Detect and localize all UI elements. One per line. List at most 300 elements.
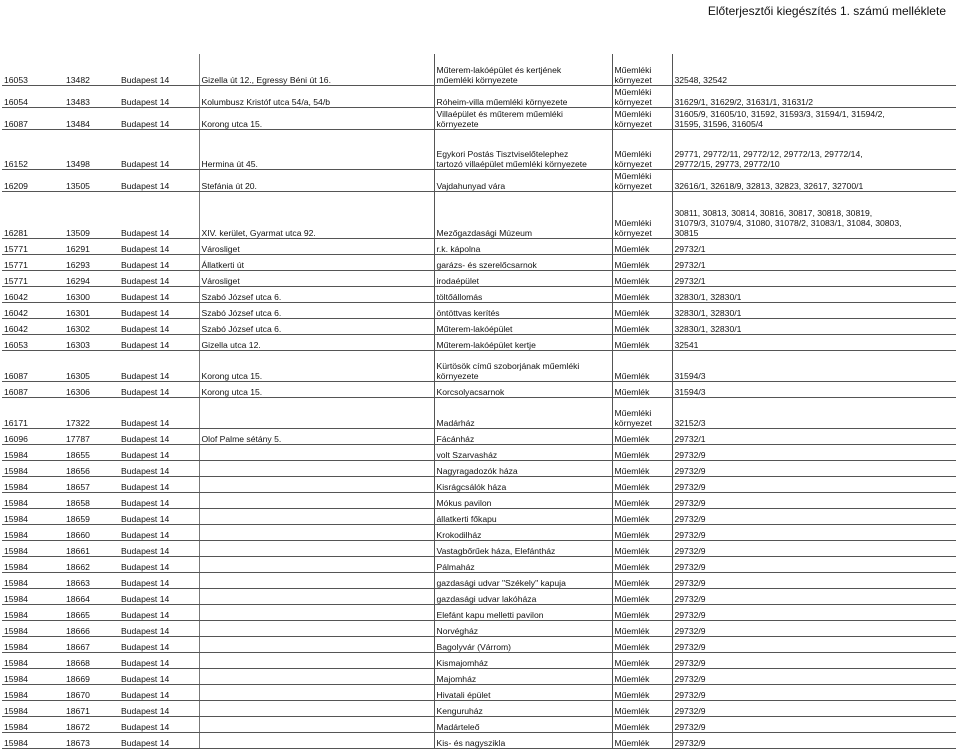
table-row — [2, 350, 956, 381]
protection-status-line: Műemlék — [614, 609, 650, 620]
object-name-line: Majomház — [436, 673, 477, 684]
table-row — [2, 397, 956, 428]
protection-status-cell — [612, 270, 672, 286]
object-name-line: Madárház — [436, 417, 475, 428]
lot-numbers-cell — [672, 85, 956, 107]
lot-numbers-line: 29732/9 — [674, 625, 706, 636]
protection-status-line: Műemlék — [614, 561, 650, 572]
protection-status-cell — [612, 334, 672, 350]
object-name-line: r.k. kápolna — [436, 243, 481, 254]
protection-status-cell — [612, 508, 672, 524]
lot-numbers-cell — [672, 476, 956, 492]
lot-numbers-line: 29732/9 — [674, 513, 706, 524]
registry-number-cell: 16302 — [64, 318, 119, 334]
lot-numbers-line: 32541 — [674, 339, 699, 350]
address-cell: XIV. kerület, Gyarmat utca 92. — [199, 191, 434, 238]
object-name-cell — [434, 254, 612, 270]
lot-numbers-line: 29732/9 — [674, 465, 706, 476]
registry-number-cell: 16301 — [64, 302, 119, 318]
lot-numbers-cell — [672, 169, 956, 191]
site-id-cell: 15984 — [2, 636, 64, 652]
site-id-cell: 16054 — [2, 85, 64, 107]
site-id-cell: 15771 — [2, 254, 64, 270]
protection-status-line: Műemlék — [614, 737, 650, 748]
object-name-cell — [434, 604, 612, 620]
lot-numbers-line: 31605/9, 31605/10, 31592, 31593/3, 31594/1, 31594/2, — [674, 108, 885, 119]
protection-status-line: Műemlék — [614, 323, 650, 334]
registry-number-cell: 18667 — [64, 636, 119, 652]
site-id-cell: 15771 — [2, 238, 64, 254]
lot-numbers-cell — [672, 107, 956, 129]
object-name-line: Műterem-lakóépület kertje — [436, 339, 536, 350]
address-cell: Szabó József utca 6. — [199, 318, 434, 334]
address-cell: Korong utca 15. — [199, 381, 434, 397]
registry-number-cell: 18666 — [64, 620, 119, 636]
site-id-cell: 15984 — [2, 460, 64, 476]
address-cell: Gizella út 12., Egressy Béni út 16. — [199, 54, 434, 85]
lot-numbers-line: 32616/1, 32618/9, 32813, 32823, 32617, 32700/1 — [674, 180, 864, 191]
site-id-cell: 16042 — [2, 302, 64, 318]
site-id-cell: 15771 — [2, 270, 64, 286]
protection-status-line: Műemlék — [614, 259, 650, 270]
registry-number-cell: 17322 — [64, 397, 119, 428]
object-name-cell — [434, 476, 612, 492]
protection-status-cell — [612, 476, 672, 492]
city-cell: Budapest 14 — [119, 350, 199, 381]
table-row — [2, 169, 956, 191]
address-cell — [199, 556, 434, 572]
protection-status-cell — [612, 732, 672, 748]
object-name-line: irodaépület — [436, 275, 480, 286]
protection-status-line: Műemlék — [614, 689, 650, 700]
site-id-cell: 15984 — [2, 572, 64, 588]
object-name-cell — [434, 169, 612, 191]
city-cell: Budapest 14 — [119, 700, 199, 716]
site-id-cell: 16152 — [2, 129, 64, 169]
protection-status-cell — [612, 302, 672, 318]
table-row — [2, 636, 956, 652]
site-id-cell: 15984 — [2, 588, 64, 604]
registry-number-cell: 17787 — [64, 428, 119, 444]
object-name-line: Kis- és nagyszikla — [436, 737, 506, 748]
address-cell: Szabó József utca 6. — [199, 286, 434, 302]
protection-status-cell — [612, 381, 672, 397]
object-name-line: Vastagbőrűek háza, Elefántház — [436, 545, 556, 556]
address-cell: Hermina út 45. — [199, 129, 434, 169]
table-row — [2, 318, 956, 334]
lot-numbers-cell — [672, 191, 956, 238]
object-name-cell — [434, 524, 612, 540]
protection-status-cell — [612, 85, 672, 107]
table-row — [2, 270, 956, 286]
lot-numbers-cell — [672, 508, 956, 524]
protection-status-line: Műemlék — [614, 497, 650, 508]
city-cell: Budapest 14 — [119, 302, 199, 318]
lot-numbers-cell — [672, 556, 956, 572]
city-cell: Budapest 14 — [119, 270, 199, 286]
address-cell: Szabó József utca 6. — [199, 302, 434, 318]
table-row — [2, 238, 956, 254]
lot-numbers-line: 29732/9 — [674, 449, 706, 460]
table-row — [2, 54, 956, 85]
lot-numbers-cell — [672, 286, 956, 302]
address-cell: Olof Palme sétány 5. — [199, 428, 434, 444]
address-cell — [199, 604, 434, 620]
object-name-line: környezete — [436, 370, 479, 381]
lot-numbers-cell — [672, 684, 956, 700]
table-row — [2, 732, 956, 748]
table-row — [2, 620, 956, 636]
city-cell: Budapest 14 — [119, 460, 199, 476]
lot-numbers-line: 29732/9 — [674, 657, 706, 668]
address-cell — [199, 684, 434, 700]
registry-number-cell: 16300 — [64, 286, 119, 302]
site-id-cell: 16087 — [2, 107, 64, 129]
object-name-cell — [434, 286, 612, 302]
object-name-line: Kürtösök című szoborjának műemléki — [436, 360, 580, 371]
lot-numbers-line: 32548, 32542 — [674, 74, 728, 85]
object-name-cell — [434, 334, 612, 350]
object-name-line: Krokodilház — [436, 529, 482, 540]
lot-numbers-line: 32152/3 — [674, 417, 706, 428]
city-cell: Budapest 14 — [119, 492, 199, 508]
object-name-line: Hivatali épület — [436, 689, 491, 700]
object-name-line: Mezőgazdasági Múzeum — [436, 227, 533, 238]
site-id-cell: 16087 — [2, 350, 64, 381]
protection-status-line: Műemléki — [614, 170, 652, 181]
object-name-line: Kismajomház — [436, 657, 489, 668]
object-name-cell — [434, 460, 612, 476]
address-cell — [199, 476, 434, 492]
registry-number-cell: 13483 — [64, 85, 119, 107]
city-cell: Budapest 14 — [119, 191, 199, 238]
address-cell — [199, 732, 434, 748]
table-row — [2, 428, 956, 444]
monument-table — [2, 54, 956, 749]
city-cell: Budapest 14 — [119, 334, 199, 350]
protection-status-line: Műemlék — [614, 465, 650, 476]
registry-number-cell: 18661 — [64, 540, 119, 556]
address-cell — [199, 444, 434, 460]
lot-numbers-cell — [672, 668, 956, 684]
protection-status-line: Műemléki — [614, 148, 652, 159]
object-name-cell — [434, 636, 612, 652]
registry-number-cell: 18659 — [64, 508, 119, 524]
address-cell — [199, 397, 434, 428]
lot-numbers-line: 29732/9 — [674, 481, 706, 492]
city-cell: Budapest 14 — [119, 524, 199, 540]
lot-numbers-line: 32830/1, 32830/1 — [674, 291, 742, 302]
object-name-line: Vajdahunyad vára — [436, 180, 506, 191]
address-cell — [199, 524, 434, 540]
object-name-line: Mókus pavilon — [436, 497, 492, 508]
lot-numbers-line: 29732/9 — [674, 561, 706, 572]
lot-numbers-line: 32830/1, 32830/1 — [674, 323, 742, 334]
lot-numbers-line: 29732/9 — [674, 673, 706, 684]
table-row — [2, 604, 956, 620]
protection-status-cell — [612, 620, 672, 636]
protection-status-line: környezet — [614, 417, 652, 428]
lot-numbers-cell — [672, 540, 956, 556]
lot-numbers-line: 30811, 30813, 30814, 30816, 30817, 30818, 30819, — [674, 207, 873, 218]
table-row — [2, 588, 956, 604]
table-body — [2, 54, 956, 748]
table-row — [2, 254, 956, 270]
site-id-cell: 15984 — [2, 508, 64, 524]
table-row — [2, 302, 956, 318]
table-row — [2, 508, 956, 524]
object-name-cell — [434, 129, 612, 169]
lot-numbers-cell — [672, 129, 956, 169]
protection-status-line: Műemlék — [614, 449, 650, 460]
lot-numbers-line: 29732/9 — [674, 593, 706, 604]
protection-status-cell — [612, 318, 672, 334]
object-name-line: Pálmaház — [436, 561, 475, 572]
object-name-line: műemléki környezete — [436, 74, 518, 85]
registry-number-cell: 13482 — [64, 54, 119, 85]
protection-status-line: Műemlék — [614, 641, 650, 652]
protection-status-cell — [612, 684, 672, 700]
object-name-line: Villaépület és műterem műemléki — [436, 108, 563, 119]
object-name-cell — [434, 270, 612, 286]
site-id-cell: 16053 — [2, 334, 64, 350]
lot-numbers-cell — [672, 428, 956, 444]
object-name-line: volt Szarvasház — [436, 449, 498, 460]
registry-number-cell: 18656 — [64, 460, 119, 476]
protection-status-line: környezet — [614, 96, 652, 107]
address-cell: Korong utca 15. — [199, 350, 434, 381]
site-id-cell: 16042 — [2, 318, 64, 334]
object-name-line: Norvégház — [436, 625, 479, 636]
protection-status-line: Műemlék — [614, 577, 650, 588]
city-cell: Budapest 14 — [119, 286, 199, 302]
registry-number-cell: 13484 — [64, 107, 119, 129]
object-name-line: gazdasági udvar lakóháza — [436, 593, 537, 604]
object-name-line: öntöttvas kerítés — [436, 307, 500, 318]
city-cell: Budapest 14 — [119, 508, 199, 524]
object-name-cell — [434, 85, 612, 107]
address-cell: Állatkerti út — [199, 254, 434, 270]
protection-status-cell — [612, 107, 672, 129]
protection-status-line: Műemlék — [614, 513, 650, 524]
table-row — [2, 460, 956, 476]
lot-numbers-cell — [672, 254, 956, 270]
protection-status-line: Műemlék — [614, 481, 650, 492]
table-row — [2, 129, 956, 169]
object-name-cell — [434, 684, 612, 700]
protection-status-cell — [612, 191, 672, 238]
object-name-line: Műterem-lakóépület — [436, 323, 513, 334]
registry-number-cell: 18665 — [64, 604, 119, 620]
city-cell: Budapest 14 — [119, 732, 199, 748]
registry-number-cell: 18671 — [64, 700, 119, 716]
site-id-cell: 15984 — [2, 652, 64, 668]
lot-numbers-line: 29732/9 — [674, 529, 706, 540]
protection-status-cell — [612, 238, 672, 254]
lot-numbers-line: 29732/9 — [674, 705, 706, 716]
city-cell: Budapest 14 — [119, 254, 199, 270]
protection-status-cell — [612, 129, 672, 169]
protection-status-line: környezet — [614, 158, 652, 169]
lot-numbers-cell — [672, 716, 956, 732]
object-name-line: töltőállomás — [436, 291, 483, 302]
object-name-cell — [434, 428, 612, 444]
site-id-cell: 15984 — [2, 476, 64, 492]
city-cell: Budapest 14 — [119, 238, 199, 254]
object-name-line: Nagyragadozók háza — [436, 465, 518, 476]
address-cell — [199, 652, 434, 668]
protection-status-line: Műemlék — [614, 370, 650, 381]
object-name-line: gazdasági udvar "Székely" kapuja — [436, 577, 566, 588]
city-cell: Budapest 14 — [119, 684, 199, 700]
table-row — [2, 716, 956, 732]
object-name-line: Madárteleő — [436, 721, 480, 732]
table-row — [2, 556, 956, 572]
table-row — [2, 492, 956, 508]
site-id-cell: 15984 — [2, 444, 64, 460]
registry-number-cell: 16303 — [64, 334, 119, 350]
city-cell: Budapest 14 — [119, 85, 199, 107]
protection-status-line: Műemlék — [614, 307, 650, 318]
registry-number-cell: 18669 — [64, 668, 119, 684]
lot-numbers-line: 29732/1 — [674, 433, 706, 444]
table-row — [2, 700, 956, 716]
lot-numbers-cell — [672, 604, 956, 620]
site-id-cell: 16053 — [2, 54, 64, 85]
lot-numbers-line: 29732/9 — [674, 689, 706, 700]
lot-numbers-cell — [672, 238, 956, 254]
registry-number-cell: 18657 — [64, 476, 119, 492]
protection-status-line: környezet — [614, 180, 652, 191]
address-cell — [199, 716, 434, 732]
object-name-cell — [434, 397, 612, 428]
lot-numbers-cell — [672, 334, 956, 350]
lot-numbers-line: 29732/9 — [674, 737, 706, 748]
table-row — [2, 381, 956, 397]
lot-numbers-line: 31629/1, 31629/2, 31631/1, 31631/2 — [674, 96, 814, 107]
lot-numbers-line: 29732/9 — [674, 609, 706, 620]
object-name-line: Fácánház — [436, 433, 475, 444]
city-cell: Budapest 14 — [119, 652, 199, 668]
site-id-cell: 16042 — [2, 286, 64, 302]
protection-status-cell — [612, 556, 672, 572]
address-cell — [199, 508, 434, 524]
protection-status-line: környezet — [614, 74, 652, 85]
address-cell: Korong utca 15. — [199, 107, 434, 129]
protection-status-line: Műemlék — [614, 593, 650, 604]
protection-status-line: környezet — [614, 118, 652, 129]
site-id-cell: 16087 — [2, 381, 64, 397]
city-cell: Budapest 14 — [119, 129, 199, 169]
lot-numbers-cell — [672, 397, 956, 428]
lot-numbers-line: 29732/1 — [674, 259, 706, 270]
protection-status-line: Műemlék — [614, 705, 650, 716]
site-id-cell: 15984 — [2, 700, 64, 716]
object-name-cell — [434, 350, 612, 381]
registry-number-cell: 18673 — [64, 732, 119, 748]
lot-numbers-cell — [672, 381, 956, 397]
registry-number-cell: 13498 — [64, 129, 119, 169]
table-row — [2, 476, 956, 492]
object-name-cell — [434, 302, 612, 318]
city-cell: Budapest 14 — [119, 572, 199, 588]
protection-status-cell — [612, 700, 672, 716]
registry-number-cell: 18668 — [64, 652, 119, 668]
address-cell: Városliget — [199, 238, 434, 254]
lot-numbers-line: 30815 — [674, 227, 699, 238]
table-row — [2, 652, 956, 668]
protection-status-line: Műemlék — [614, 721, 650, 732]
protection-status-line: Műemlék — [614, 673, 650, 684]
lot-numbers-line: 31595, 31596, 31605/4 — [674, 118, 763, 129]
address-cell — [199, 588, 434, 604]
object-name-cell — [434, 381, 612, 397]
city-cell: Budapest 14 — [119, 397, 199, 428]
object-name-cell — [434, 318, 612, 334]
protection-status-line: környezet — [614, 227, 652, 238]
object-name-cell — [434, 620, 612, 636]
lot-numbers-cell — [672, 732, 956, 748]
protection-status-line: Műemléki — [614, 407, 652, 418]
lot-numbers-cell — [672, 652, 956, 668]
city-cell: Budapest 14 — [119, 428, 199, 444]
object-name-line: környezete — [436, 118, 479, 129]
address-cell — [199, 700, 434, 716]
object-name-line: Bagolyvár (Várrom) — [436, 641, 511, 652]
protection-status-line: Műemlék — [614, 339, 650, 350]
lot-numbers-cell — [672, 700, 956, 716]
table-row — [2, 191, 956, 238]
lot-numbers-line: 31594/3 — [674, 386, 706, 397]
site-id-cell: 16171 — [2, 397, 64, 428]
city-cell: Budapest 14 — [119, 604, 199, 620]
lot-numbers-cell — [672, 492, 956, 508]
object-name-line: Korcsolyacsarnok — [436, 386, 505, 397]
protection-status-cell — [612, 254, 672, 270]
city-cell: Budapest 14 — [119, 588, 199, 604]
protection-status-cell — [612, 716, 672, 732]
lot-numbers-cell — [672, 460, 956, 476]
lot-numbers-line: 31079/3, 31079/4, 31080, 31078/2, 31083/1, 31084, 30803, — [674, 217, 902, 228]
lot-numbers-cell — [672, 350, 956, 381]
site-id-cell: 16281 — [2, 191, 64, 238]
object-name-cell — [434, 191, 612, 238]
address-cell — [199, 620, 434, 636]
registry-number-cell: 18670 — [64, 684, 119, 700]
object-name-line: Kenguruház — [436, 705, 483, 716]
protection-status-cell — [612, 169, 672, 191]
registry-number-cell: 18663 — [64, 572, 119, 588]
protection-status-line: Műemlék — [614, 433, 650, 444]
table-row — [2, 286, 956, 302]
table-row — [2, 334, 956, 350]
city-cell: Budapest 14 — [119, 668, 199, 684]
protection-status-line: Műemlék — [614, 275, 650, 286]
site-id-cell: 16096 — [2, 428, 64, 444]
lot-numbers-cell — [672, 54, 956, 85]
protection-status-cell — [612, 540, 672, 556]
object-name-cell — [434, 444, 612, 460]
lot-numbers-line: 32830/1, 32830/1 — [674, 307, 742, 318]
city-cell: Budapest 14 — [119, 556, 199, 572]
registry-number-cell: 16294 — [64, 270, 119, 286]
protection-status-line: Műemlék — [614, 545, 650, 556]
lot-numbers-cell — [672, 636, 956, 652]
lot-numbers-line: 31594/3 — [674, 370, 706, 381]
city-cell: Budapest 14 — [119, 381, 199, 397]
city-cell: Budapest 14 — [119, 716, 199, 732]
site-id-cell: 15984 — [2, 732, 64, 748]
